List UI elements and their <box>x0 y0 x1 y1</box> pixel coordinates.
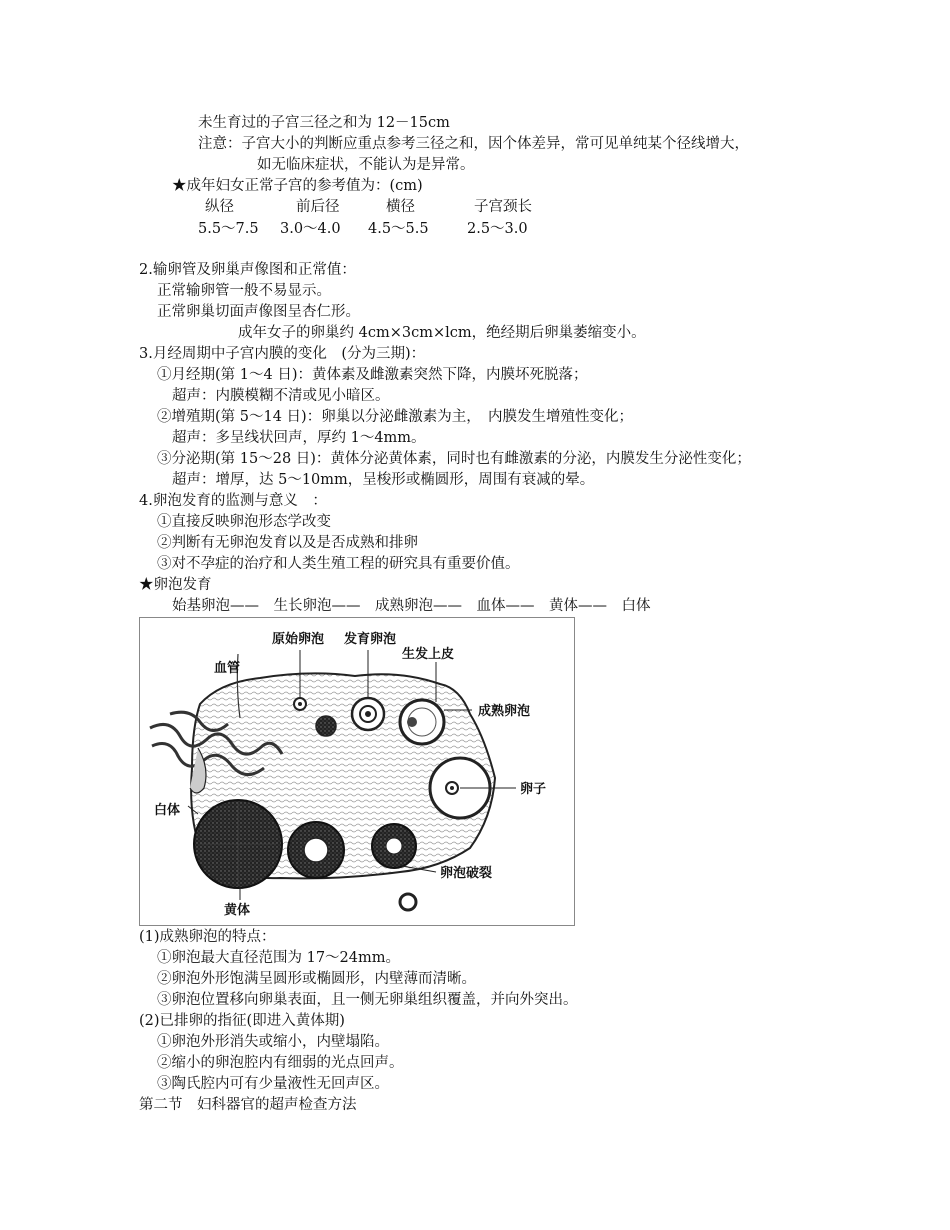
sec2-line2: 正常卵巢切面声像图呈杏仁形。 <box>157 304 360 320</box>
mature-follicle <box>400 700 444 744</box>
ref-header-transverse: 横径 <box>386 199 415 215</box>
uterus-sum-line: 未生育过的子宫三径之和为 12－15cm <box>198 115 450 131</box>
label-primordial: 原始卵泡 <box>272 632 325 647</box>
ovulation-item2: ②缩小的卵泡腔内有细弱的光点回声。 <box>157 1055 404 1071</box>
sec3-phase1: ①月经期(第 1～4 日)：黄体素及雌激素突然下降，内膜坏死脱落； <box>157 367 588 383</box>
uterus-ref-title: ★成年妇女正常子宫的参考值为：(cm) <box>172 178 423 194</box>
ref-value-ap: 3.0～4.0 <box>280 221 341 237</box>
mature-title: (1)成熟卵泡的特点： <box>139 929 276 945</box>
mature-item3: ③卵泡位置移向卵巢表面，且一侧无卵巢组织覆盖，并向外突出。 <box>157 992 578 1008</box>
mature-item1: ①卵泡最大直径范围为 17～24mm。 <box>157 950 401 966</box>
ref-value-transverse: 4.5～5.5 <box>368 221 429 237</box>
label-vessel: 血管 <box>214 661 241 676</box>
ovary-diagram <box>139 617 575 926</box>
sec4-item3: ③对不孕症的治疗和人类生殖工程的研究具有重要价值。 <box>157 556 520 572</box>
sec2-line1: 正常输卵管一般不易显示。 <box>157 283 331 299</box>
sec3-phase3: ③分泌期(第 15～28 日)：黄体分泌黄体素，同时也有雌激素的分泌，内膜发生分泌性变化； <box>157 451 751 467</box>
sec3-phase1-us: 超声：内膜模糊不清或见小暗区。 <box>172 388 390 404</box>
uterus-note-line1: 注意：子宫大小的判断应重点参考三径之和，因个体差异，常可见单纯某个径线增大， <box>198 136 749 152</box>
label-rupture: 卵泡破裂 <box>440 866 493 881</box>
sec4-item1: ①直接反映卵泡形态学改变 <box>157 514 331 530</box>
sec3-phase3-us: 超声：增厚，达 5～10mm，呈梭形或椭圆形，周围有衰减的晕。 <box>172 472 595 488</box>
ref-value-longitudinal: 5.5～7.5 <box>198 221 259 237</box>
sec3-phase2-us: 超声：多呈线状回声，厚约 1～4mm。 <box>172 430 426 446</box>
sec3-title: 3.月经周期中子宫内膜的变化 (分为三期)： <box>139 346 426 362</box>
ovary-diagram-svg <box>140 618 574 925</box>
label-mature: 成熟卵泡 <box>478 704 531 719</box>
ovulation-title: (2)已排卵的指征(即进入黄体期) <box>139 1013 345 1029</box>
label-germinal: 生发上皮 <box>402 647 455 662</box>
uterus-note-line2: 如无临床症状，不能认为是异常。 <box>257 157 475 173</box>
ovulation-item3: ③陶氏腔内可有少量液性无回声区。 <box>157 1076 389 1092</box>
sec4-title: 4.卵泡发育的监测与意义 ： <box>139 493 327 509</box>
follicle-stages: 始基卵泡—— 生长卵泡—— 成熟卵泡—— 血体—— 黄体—— 白体 <box>172 598 651 614</box>
label-ovum: 卵子 <box>520 782 547 797</box>
ref-header-cervix: 子宫颈长 <box>474 199 532 215</box>
section-heading: 第二节 妇科器官的超声检查方法 <box>139 1097 357 1113</box>
label-albicans: 白体 <box>154 803 181 818</box>
ref-header-ap: 前后径 <box>296 199 340 215</box>
released-ovum <box>400 894 416 910</box>
follicle-title: ★卵泡发育 <box>139 577 212 593</box>
mature-item2: ②卵泡外形饱满呈圆形或椭圆形，内壁薄而清晰。 <box>157 971 476 987</box>
ref-value-cervix: 2.5～3.0 <box>467 221 528 237</box>
sec2-line3: 成年女子的卵巢约 4cm×3cm×lcm，绝经期后卵巢萎缩变小。 <box>238 325 646 341</box>
developing-follicle-small <box>316 716 336 736</box>
ref-header-longitudinal: 纵径 <box>205 199 234 215</box>
label-developing: 发育卵泡 <box>344 632 397 647</box>
label-luteum: 黄体 <box>224 903 251 918</box>
ovulation-item1: ①卵泡外形消失或缩小，内壁塌陷。 <box>157 1034 389 1050</box>
sec3-phase2: ②增殖期(第 5～14 日)：卵巢以分泌雌激素为主， 内膜发生增殖性变化； <box>157 409 633 425</box>
sec4-item2: ②判断有无卵泡发育以及是否成熟和排卵 <box>157 535 418 551</box>
sec2-title: 2.输卵管及卵巢声像图和正常值： <box>139 262 356 278</box>
